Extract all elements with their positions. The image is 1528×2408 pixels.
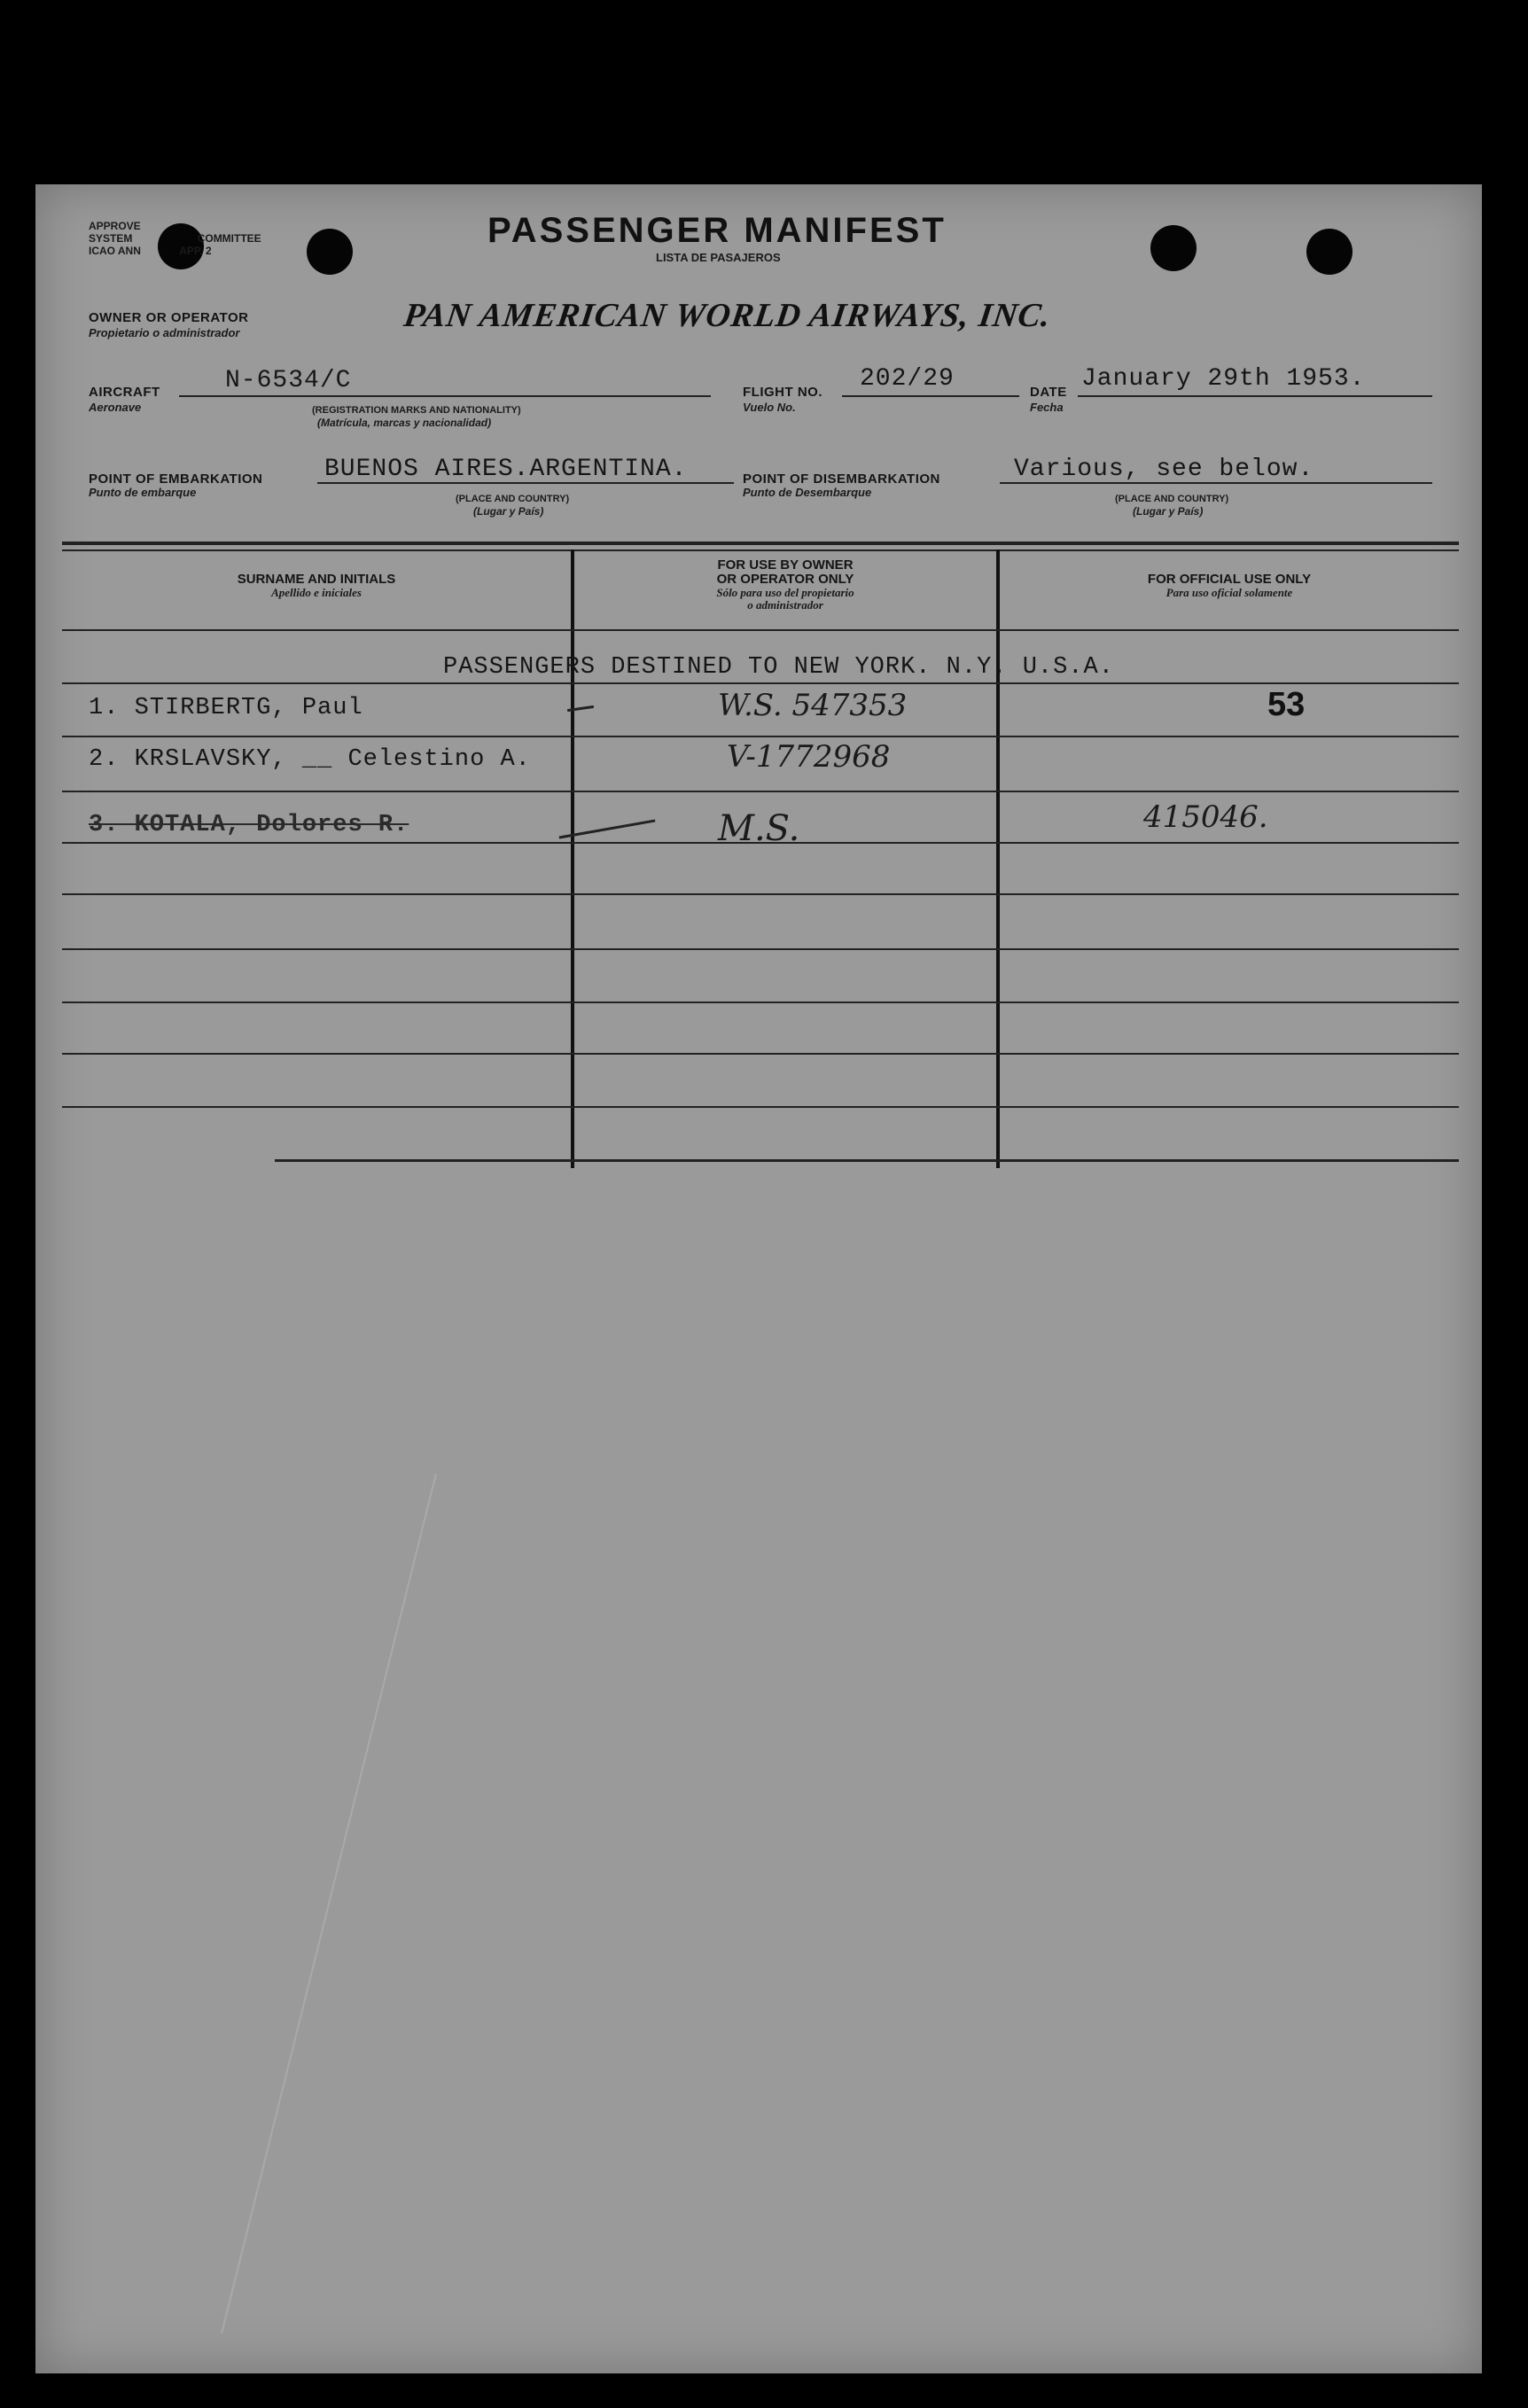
table-top-border: [62, 542, 1459, 545]
table-row-line: [62, 682, 1459, 684]
operator-note: V-1772968: [727, 739, 891, 775]
col2-header-1: FOR USE BY OWNER: [717, 557, 854, 573]
official-note: 53: [1267, 686, 1306, 723]
flight-value: 202/29: [860, 365, 955, 393]
aircraft-underline: [179, 395, 711, 397]
col3-header: FOR OFFICIAL USE ONLY: [1147, 572, 1312, 587]
approval-line-1: APPROVE: [89, 220, 141, 232]
aircraft-value: N-6534/C: [225, 367, 352, 394]
col2-header-2: OR OPERATOR ONLY: [716, 572, 854, 587]
approval-line-2: [89, 232, 355, 245]
operator-note: M.S.: [718, 808, 800, 849]
passenger-name: 1. STIRBERTG, Paul: [89, 695, 363, 721]
owner-sublabel: Propietario o administrador: [89, 326, 240, 339]
table-row-line: [62, 1106, 1459, 1108]
disembarkation-caption-es: (Lugar y País): [1133, 505, 1204, 518]
col2-subheader-1: Sólo para uso del propietario: [716, 586, 854, 599]
date-label: DATE: [1030, 385, 1067, 400]
approval-block: [89, 220, 355, 257]
aircraft-sublabel: Aeronave: [89, 401, 142, 414]
approval-line-2a: SYSTEM: [89, 232, 133, 245]
date-value: January 29th 1953.: [1081, 365, 1366, 393]
table-top-border-2: [62, 549, 1459, 551]
destination-line: PASSENGERS DESTINED TO NEW YORK. N.Y. U.S.A.: [443, 654, 1114, 681]
col3-header-block: [1000, 573, 1459, 599]
approval-line-3b: APP. 2: [179, 245, 212, 257]
approval-line-3a: ICAO ANN: [89, 245, 141, 257]
col1-header-block: [62, 573, 571, 599]
disembarkation-caption: (PLACE AND COUNTRY): [1115, 494, 1229, 504]
punch-hole: [1306, 229, 1353, 275]
col2-subheader-2: o administrador: [747, 598, 823, 612]
passenger-name: 2. KRSLAVSKY, __ Celestino A.: [89, 746, 531, 773]
official-note: 415046.: [1143, 799, 1268, 835]
col3-subheader: Para uso oficial solamente: [1165, 586, 1293, 599]
disembarkation-label: POINT OF DISEMBARKATION: [743, 471, 940, 487]
table-col-divider: [996, 549, 1000, 1168]
page-title: PASSENGER MANIFEST: [487, 211, 947, 250]
embarkation-caption-es: (Lugar y País): [473, 505, 544, 518]
manifest-sheet: [35, 184, 1482, 2373]
table-bottom-border: [275, 1159, 1459, 1162]
table-row-line: [62, 948, 1459, 950]
disembarkation-sublabel: Punto de Desembarque: [743, 486, 872, 499]
passenger-name: 3. KOTALA, Dolores R.: [89, 812, 409, 838]
owner-label: OWNER OR OPERATOR: [89, 310, 249, 325]
approval-line-2b: COMMITTEE: [197, 232, 261, 245]
table-row-line: [62, 1001, 1459, 1003]
col2-header-block: [574, 558, 996, 612]
disembarkation-value: Various, see below.: [1014, 456, 1314, 483]
aircraft-caption-es: (Matrícula, marcas y nacionalidad): [317, 417, 492, 429]
flight-sublabel: Vuelo No.: [743, 401, 796, 414]
date-sublabel: Fecha: [1030, 401, 1064, 414]
embarkation-value: BUENOS AIRES.ARGENTINA.: [324, 456, 688, 483]
col1-subheader: Apellido e iniciales: [271, 586, 362, 599]
col1-header: SURNAME AND INITIALS: [237, 572, 396, 587]
table-row-line: [62, 736, 1459, 737]
table-row-line: [62, 893, 1459, 895]
embarkation-caption: (PLACE AND COUNTRY): [456, 494, 570, 504]
approval-line-3: [89, 245, 355, 257]
operator-note: W.S. 547353: [718, 688, 908, 723]
embarkation-sublabel: Punto de embarque: [89, 486, 197, 499]
date-underline: [1078, 395, 1432, 397]
embarkation-label: POINT OF EMBARKATION: [89, 471, 263, 487]
aircraft-label: AIRCRAFT: [89, 385, 160, 400]
paper-crease: [221, 1474, 437, 2334]
table-row-line: [62, 791, 1459, 792]
table-col-divider: [571, 549, 574, 1168]
page-subtitle: LISTA DE PASAJEROS: [656, 251, 781, 264]
punch-hole: [1150, 225, 1197, 271]
flight-label: FLIGHT NO.: [743, 385, 822, 400]
aircraft-caption: (REGISTRATION MARKS AND NATIONALITY): [312, 405, 521, 416]
owner-value: PAN AMERICAN WORLD AIRWAYS, INC.: [401, 297, 1054, 334]
flight-underline: [842, 395, 1019, 397]
table-header-bottom: [62, 629, 1459, 631]
table-row-line: [62, 1053, 1459, 1055]
